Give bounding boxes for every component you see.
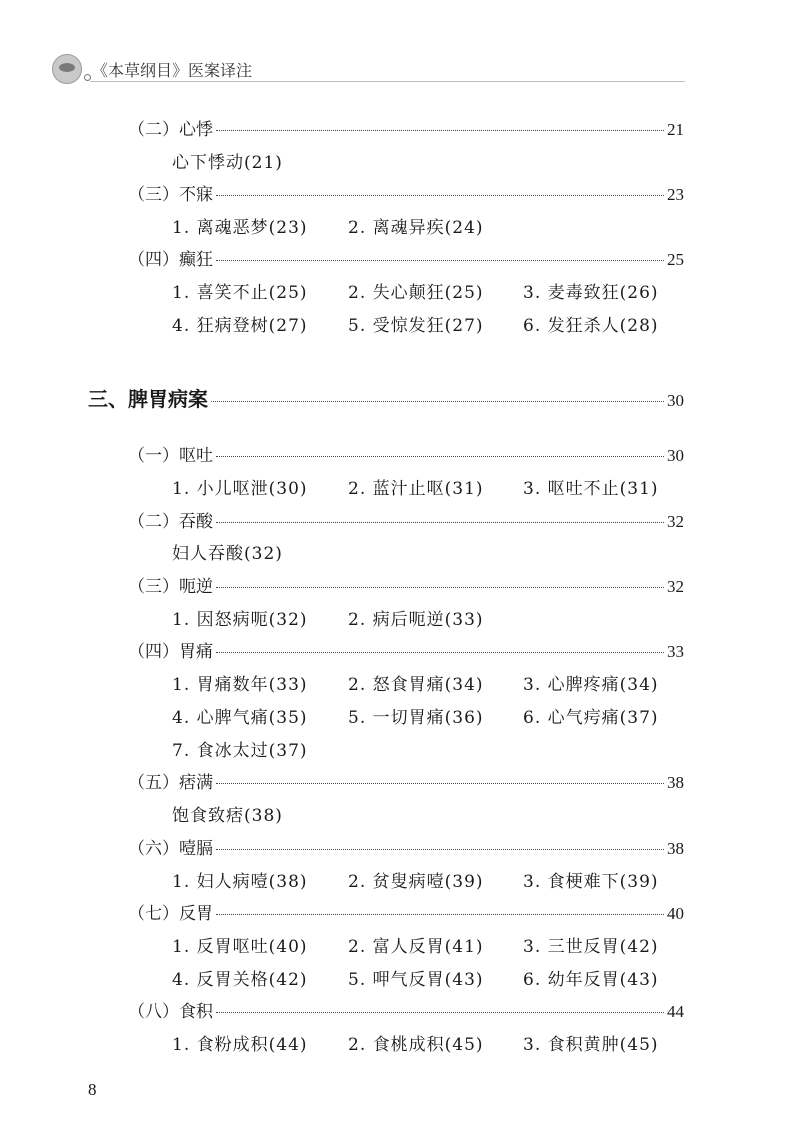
toc-entry-label: （四）胃痛 [128, 642, 213, 662]
dot-leader [211, 401, 664, 402]
toc-chapter-label: 三、脾胃病案 [88, 387, 208, 411]
dot-leader [216, 849, 664, 850]
toc-entry-label: （二）心悸 [128, 120, 213, 140]
toc-sub-entry[interactable]: 1. 食粉成积(44) [172, 1035, 308, 1055]
toc-entry[interactable] [128, 245, 684, 269]
toc-sub-entry[interactable]: 心下悸动(21) [172, 153, 283, 173]
toc-page-number: 23 [667, 185, 684, 204]
toc-sub-entry[interactable]: 1. 小儿呕泄(30) [172, 479, 308, 499]
toc-sub-entry[interactable]: 1. 妇人病噎(38) [172, 872, 308, 892]
book-emblem-icon [52, 54, 82, 84]
toc-page-number: 38 [667, 839, 684, 858]
toc-sub-entry[interactable]: 1. 胃痛数年(33) [172, 675, 308, 695]
toc-entry-label: （六）噎膈 [128, 839, 213, 859]
toc-page-number: 21 [667, 120, 684, 139]
toc-sub-entry[interactable]: 3. 食积黄肿(45) [523, 1035, 659, 1055]
toc-sub-entry[interactable]: 3. 三世反胃(42) [523, 937, 659, 957]
toc-sub-entry[interactable]: 4. 心脾气痛(35) [172, 708, 308, 728]
toc-entry[interactable] [128, 997, 684, 1021]
toc-sub-entry[interactable]: 6. 发狂杀人(28) [523, 316, 659, 336]
toc-entry[interactable] [128, 507, 684, 531]
toc-sub-entry[interactable]: 2. 蓝汁止呕(31) [348, 479, 484, 499]
toc-sub-entry[interactable]: 1. 反胃呕吐(40) [172, 937, 308, 957]
toc-sub-entry[interactable]: 5. 呷气反胃(43) [348, 970, 484, 990]
toc-page-number: 33 [667, 642, 684, 661]
toc-entry[interactable] [128, 572, 684, 596]
toc-entry[interactable] [128, 180, 684, 204]
toc-page-number: 44 [667, 1002, 684, 1021]
book-title: 《本草纲目》医案译注 [92, 61, 253, 80]
toc-entry-label: （二）吞酸 [128, 512, 213, 532]
toc-page-number: 30 [667, 391, 684, 410]
toc-entry[interactable] [128, 834, 684, 858]
toc-entry-label: （三）呃逆 [128, 577, 213, 597]
toc-entry-label: （四）癫狂 [128, 250, 213, 270]
toc-sub-entry[interactable]: 6. 心气疞痛(37) [523, 708, 659, 728]
toc-sub-entry[interactable]: 2. 离魂异疾(24) [348, 218, 484, 238]
toc-page-number: 38 [667, 773, 684, 792]
dot-leader [216, 130, 664, 131]
dot-leader [216, 914, 664, 915]
toc-entry-label: （一）呕吐 [128, 446, 213, 466]
toc-page-number: 32 [667, 512, 684, 531]
dot-leader [216, 260, 664, 261]
dot-leader [216, 1012, 664, 1013]
toc-chapter-heading[interactable] [88, 383, 684, 411]
toc-entry[interactable] [128, 768, 684, 792]
toc-sub-entry[interactable]: 2. 病后呃逆(33) [348, 610, 484, 630]
toc-sub-entry[interactable]: 3. 心脾疼痛(34) [523, 675, 659, 695]
page-number: 8 [88, 1080, 97, 1099]
toc-sub-entry[interactable]: 3. 食梗难下(39) [523, 872, 659, 892]
toc-sub-entry[interactable]: 4. 反胃关格(42) [172, 970, 308, 990]
toc-entry[interactable] [128, 115, 684, 139]
toc-sub-entry[interactable]: 2. 食桃成积(45) [348, 1035, 484, 1055]
dot-leader [216, 522, 664, 523]
toc-sub-entry[interactable]: 1. 离魂恶梦(23) [172, 218, 308, 238]
toc-sub-entry[interactable]: 3. 麦毒致狂(26) [523, 283, 659, 303]
toc-sub-entry[interactable]: 1. 因怒病呃(32) [172, 610, 308, 630]
header-rule [90, 81, 685, 82]
dot-leader [216, 652, 664, 653]
toc-sub-entry[interactable]: 6. 幼年反胃(43) [523, 970, 659, 990]
toc-sub-entry[interactable]: 妇人吞酸(32) [172, 544, 283, 564]
toc-sub-entry[interactable]: 2. 怒食胃痛(34) [348, 675, 484, 695]
toc-entry[interactable] [128, 441, 684, 465]
dot-leader [216, 783, 664, 784]
toc-sub-entry[interactable]: 5. 一切胃痛(36) [348, 708, 484, 728]
toc-entry[interactable] [128, 637, 684, 661]
toc-sub-entry[interactable]: 4. 狂病登树(27) [172, 316, 308, 336]
toc-sub-entry[interactable]: 饱食致痞(38) [172, 806, 283, 826]
dot-leader [216, 587, 664, 588]
toc-entry-label: （五）痞满 [128, 773, 213, 793]
ornament-dot-icon [84, 74, 91, 81]
toc-entry-label: （八）食积 [128, 1002, 213, 1022]
dot-leader [216, 195, 664, 196]
toc-entry-label: （七）反胃 [128, 904, 213, 924]
toc-sub-entry[interactable]: 7. 食冰太过(37) [172, 741, 308, 761]
toc-page-number: 25 [667, 250, 684, 269]
toc-sub-entry[interactable]: 2. 富人反胃(41) [348, 937, 484, 957]
toc-sub-entry[interactable]: 1. 喜笑不止(25) [172, 283, 308, 303]
toc-sub-entry[interactable]: 2. 贫叟病噎(39) [348, 872, 484, 892]
toc-page-number: 40 [667, 904, 684, 923]
toc-sub-entry[interactable]: 5. 受惊发狂(27) [348, 316, 484, 336]
dot-leader [216, 456, 664, 457]
toc-entry[interactable] [128, 899, 684, 923]
toc-page-number: 30 [667, 446, 684, 465]
toc-sub-entry[interactable]: 2. 失心颠狂(25) [348, 283, 484, 303]
toc-page-number: 32 [667, 577, 684, 596]
running-header [50, 52, 685, 84]
toc-sub-entry[interactable]: 3. 呕吐不止(31) [523, 479, 659, 499]
toc-entry-label: （三）不寐 [128, 185, 213, 205]
